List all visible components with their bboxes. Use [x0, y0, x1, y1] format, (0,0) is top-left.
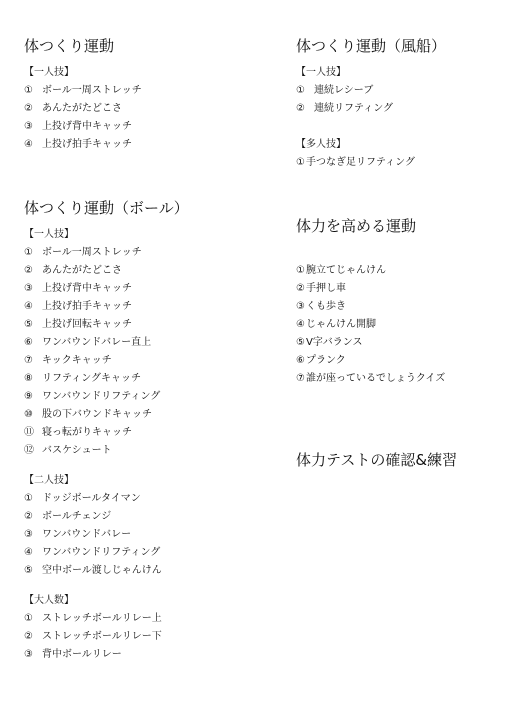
list-item [24, 136, 274, 154]
list-item [296, 262, 511, 280]
list-item [24, 610, 274, 628]
item-text: 連続レシーブ [314, 85, 374, 96]
section-fitness [296, 216, 511, 388]
item-text: プランク [305, 355, 346, 366]
list-item [296, 316, 511, 334]
item-text: あんたがたどこさ [42, 265, 122, 276]
group-label: 【大人数】 [24, 595, 74, 606]
item-number: ⑤ [296, 337, 305, 348]
item-text: ストレッチボールリレー上 [42, 613, 162, 624]
item-number: ⑧ [24, 373, 33, 384]
item-number: ② [24, 265, 33, 276]
list-item [24, 334, 274, 352]
group-fitness-items [296, 262, 511, 388]
group-solo [24, 64, 274, 154]
item-number: ① [24, 85, 33, 96]
item-text: ワンバウンドリフティング [42, 391, 161, 402]
item-number: ④ [24, 547, 33, 558]
item-number: ① [296, 157, 305, 168]
item-number: ④ [24, 139, 33, 150]
item-number: ③ [24, 121, 33, 132]
list-item [24, 316, 274, 334]
item-number: ① [24, 493, 33, 504]
item-number: ④ [296, 319, 305, 330]
item-text: ストレッチボールリレー下 [42, 631, 162, 642]
group-large [24, 592, 274, 664]
section-body-making [24, 36, 274, 154]
item-text: ワンバウンドリフティング [42, 547, 161, 558]
section-title: 体力テストの確認&練習 [296, 451, 458, 469]
item-number: ⑨ [24, 391, 33, 402]
list-item [296, 82, 511, 100]
list-item [296, 100, 511, 118]
section-title: 体つくり運動（風船） [296, 37, 447, 55]
group-label: 【多人技】 [296, 139, 346, 150]
item-text: くも歩き [305, 301, 346, 312]
list-item [24, 280, 274, 298]
list-item [296, 334, 511, 352]
item-number: ② [24, 103, 33, 114]
section-fitness-test [296, 450, 511, 470]
item-text: 手押し車 [305, 283, 346, 294]
item-number: ⑤ [24, 319, 33, 330]
list-item [24, 424, 274, 442]
list-item [24, 82, 274, 100]
list-item [24, 562, 274, 580]
item-text: ワンバウンドバレー [42, 529, 132, 540]
list-item [24, 352, 274, 370]
group-multi [296, 136, 511, 172]
list-item [24, 442, 274, 460]
list-item [296, 370, 511, 388]
list-item [24, 544, 274, 562]
list-item [24, 646, 274, 664]
item-text: 空中ボール渡しじゃんけん [42, 565, 162, 576]
list-item [24, 244, 274, 262]
item-number: ① [296, 85, 305, 96]
group-label: 【一人技】 [296, 67, 346, 78]
item-number: ⑦ [296, 373, 305, 384]
group-solo [296, 64, 511, 118]
item-text: バスケシュート [42, 445, 112, 456]
item-number: ② [296, 103, 305, 114]
item-text: 上投げ拍手キャッチ [42, 139, 132, 150]
item-number: ⑪ [24, 427, 34, 438]
list-item [24, 370, 274, 388]
item-number: ⑥ [296, 355, 305, 366]
list-item [24, 490, 274, 508]
group-label: 【一人技】 [24, 229, 74, 240]
item-text: 腕立てじゃんけん [305, 265, 386, 276]
item-text: 手つなぎ足リフティング [305, 157, 415, 168]
group-label: 【二人技】 [24, 475, 74, 486]
item-number: ⑦ [24, 355, 33, 366]
list-item [24, 508, 274, 526]
item-text: 上投げ回転キャッチ [42, 319, 132, 330]
item-number: ③ [24, 529, 33, 540]
item-text: ワンバウンドバレー直上 [42, 337, 152, 348]
section-title: 体つくり運動（ボール） [24, 199, 189, 217]
list-item [24, 100, 274, 118]
item-text: 上投げ背中キャッチ [42, 283, 132, 294]
item-number: ⑤ [24, 565, 33, 576]
list-item [296, 154, 511, 172]
list-item [296, 352, 511, 370]
item-text: キックキャッチ [42, 355, 112, 366]
list-item [24, 388, 274, 406]
item-text: 寝っ転がりキャッチ [42, 427, 132, 438]
item-text: V字バランス [305, 337, 363, 348]
item-text: あんたがたどこさ [42, 103, 122, 114]
list-item [296, 280, 511, 298]
list-item [24, 628, 274, 646]
item-text: 誰が座っているでしょうクイズ [305, 373, 446, 384]
item-text: ボールチェンジ [42, 511, 112, 522]
item-number: ⑩ [24, 409, 33, 420]
list-item [24, 298, 274, 316]
item-text: 連続リフティング [314, 103, 393, 114]
item-number: ② [24, 511, 33, 522]
item-number: ① [24, 247, 33, 258]
item-number: ③ [24, 649, 33, 660]
section-title: 体力を高める運動 [296, 217, 417, 235]
item-number: ① [296, 265, 305, 276]
section-body-making-ball [24, 198, 274, 664]
list-item [24, 526, 274, 544]
group-solo [24, 226, 274, 460]
item-number: ③ [24, 283, 33, 294]
item-text: 股の下バウンドキャッチ [42, 409, 152, 420]
list-item [24, 262, 274, 280]
item-number: ② [24, 631, 33, 642]
section-title: 体つくり運動 [24, 37, 115, 55]
item-text: 上投げ拍手キャッチ [42, 301, 132, 312]
list-item [296, 298, 511, 316]
item-text: 上投げ背中キャッチ [42, 121, 132, 132]
item-text: ドッジボールタイマン [42, 493, 141, 504]
list-item [24, 406, 274, 424]
item-text: リフティングキャッチ [42, 373, 141, 384]
item-text: 背中ボールリレー [42, 649, 122, 660]
group-label: 【一人技】 [24, 67, 74, 78]
list-item [24, 118, 274, 136]
item-number: ③ [296, 301, 305, 312]
item-number: ⑥ [24, 337, 33, 348]
item-number: ① [24, 613, 33, 624]
item-number: ② [296, 283, 305, 294]
item-text: じゃんけん開脚 [305, 319, 376, 330]
item-text: ボール一周ストレッチ [42, 247, 142, 258]
item-text: ボール一周ストレッチ [42, 85, 142, 96]
item-number: ⑫ [24, 445, 34, 456]
group-pair [24, 472, 274, 580]
section-body-making-balloon [296, 36, 511, 172]
item-number: ④ [24, 301, 33, 312]
